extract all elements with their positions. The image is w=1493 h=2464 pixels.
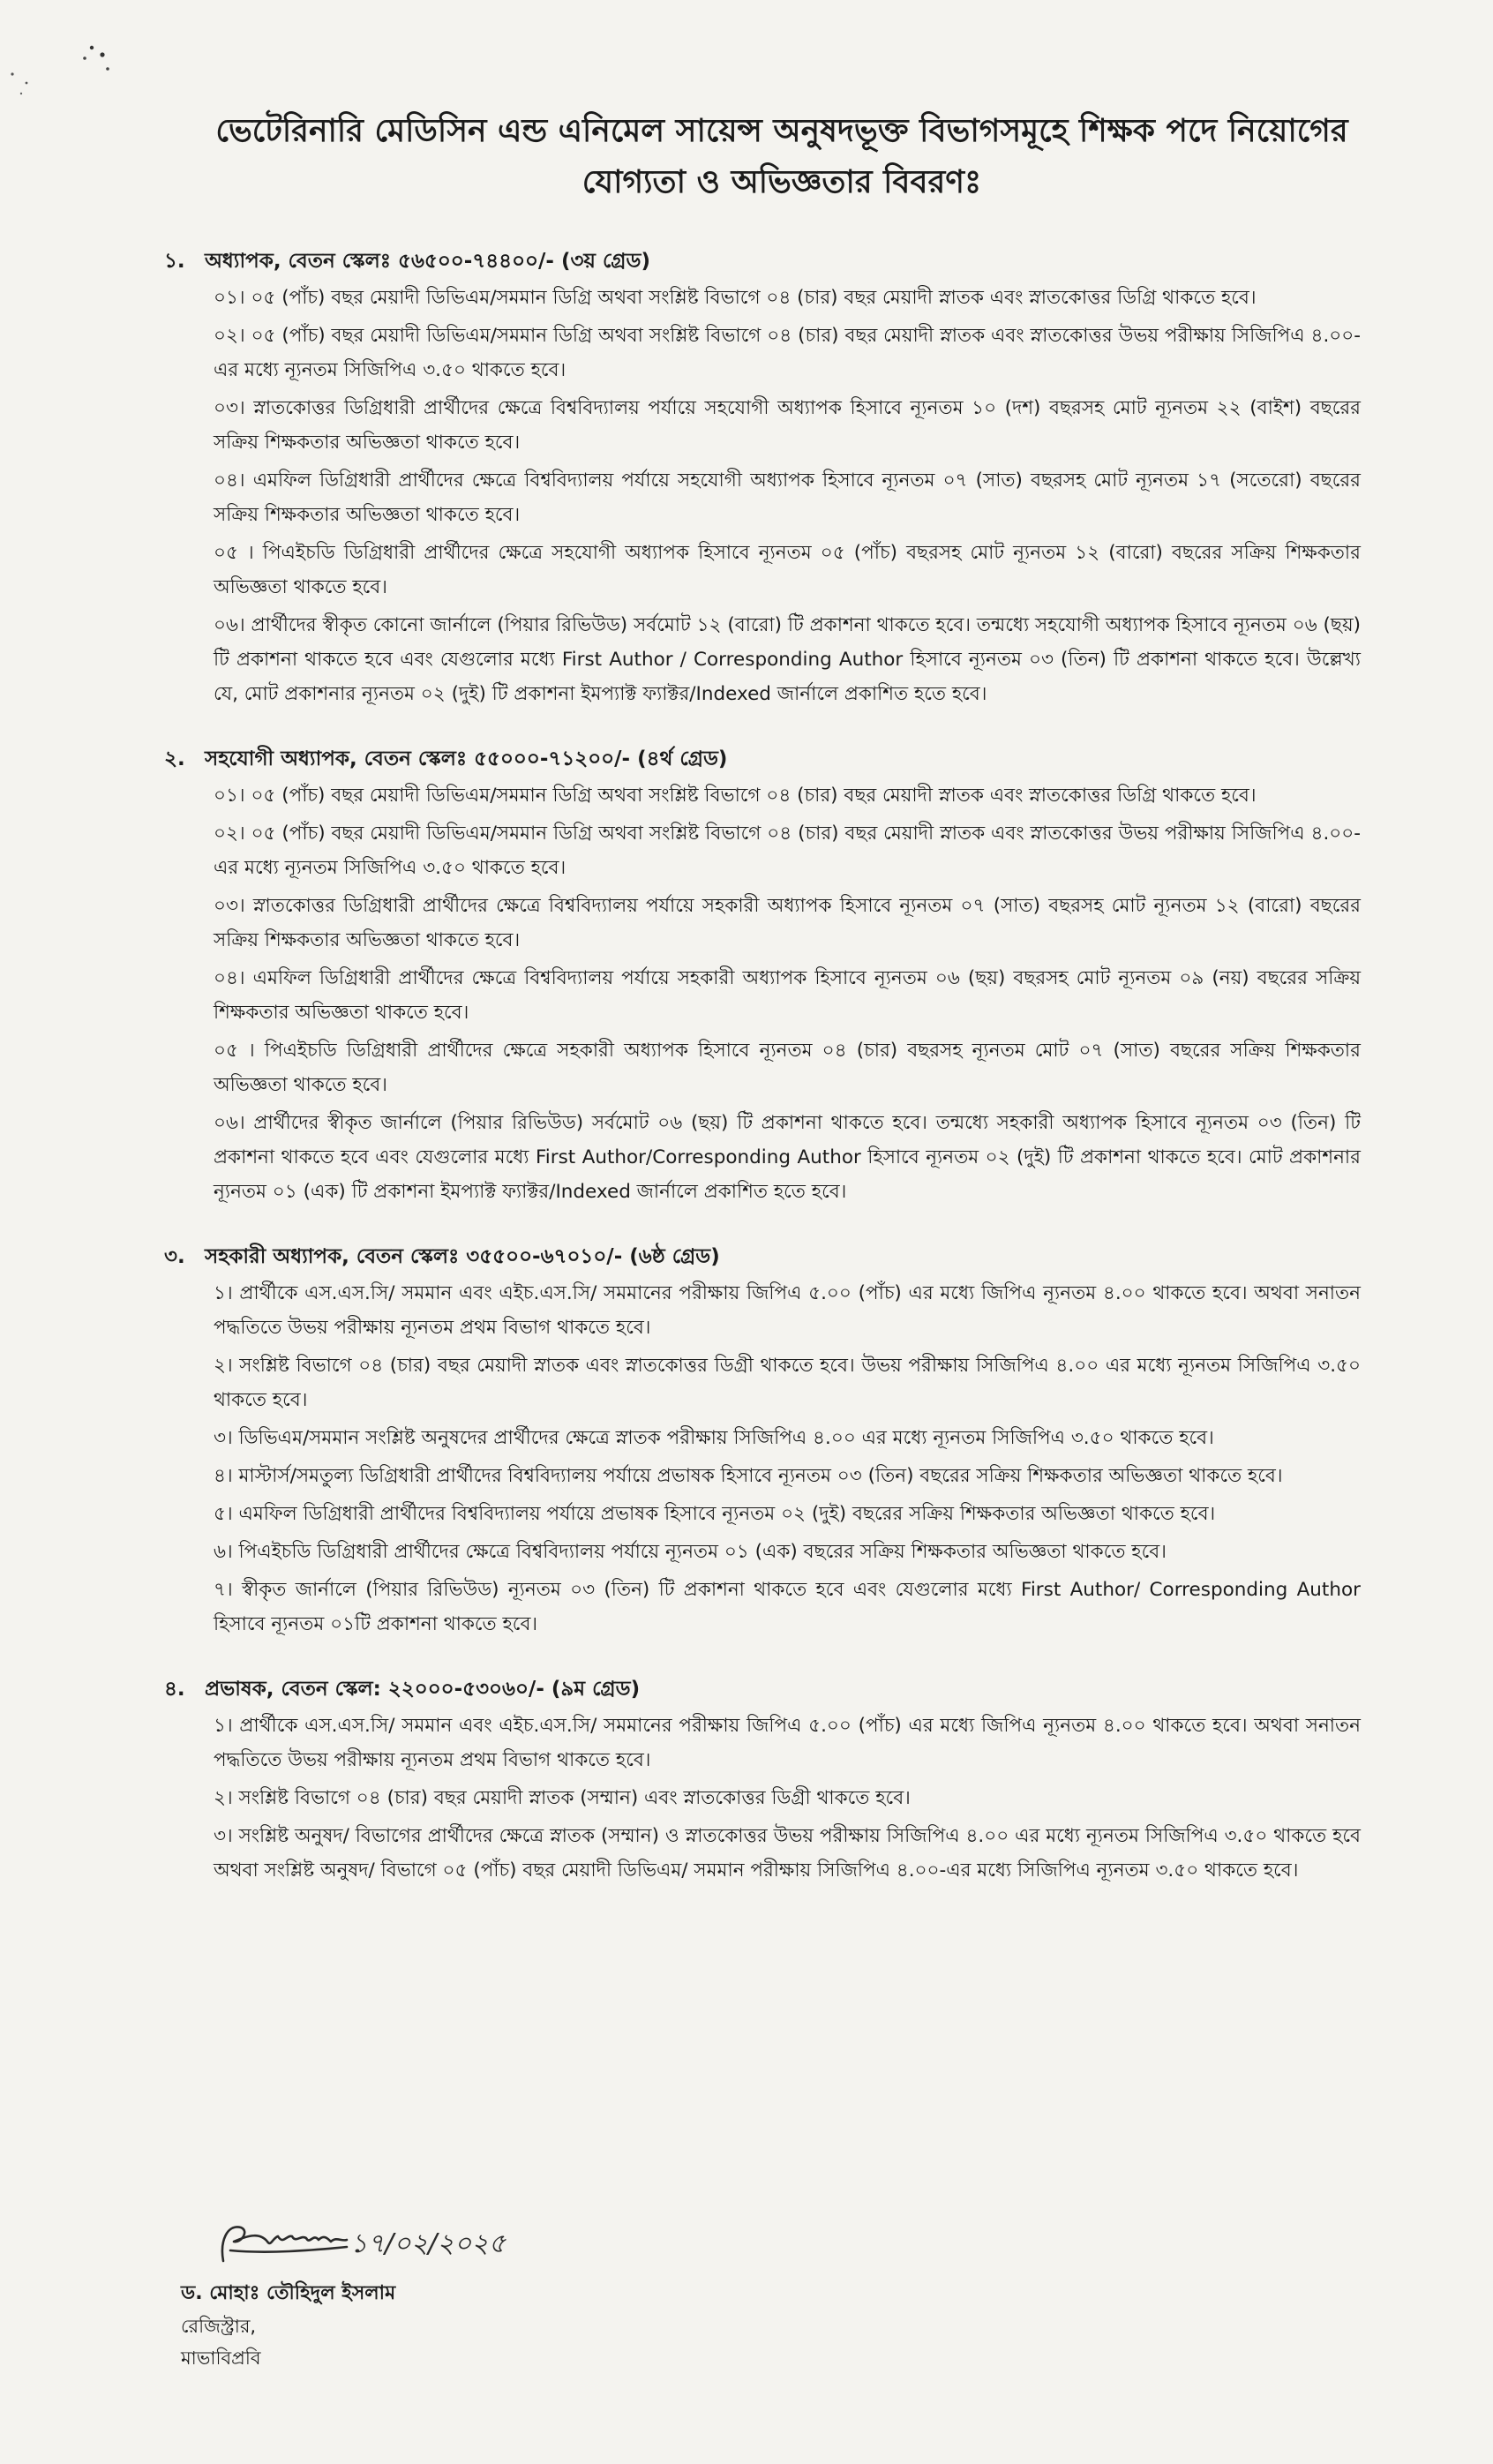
section-4 (164, 1671, 1361, 1888)
section-number: ১. (164, 250, 185, 273)
requirement-list (214, 778, 1361, 1209)
requirement-item: ১। প্রার্থীকে এস.এস.সি/ সমমান এবং এইচ.এস.সি/ সমমানের পরীক্ষায় জিপিএ ৫.০০ (পাঁচ) এর মধ্যে জিপিএ ন্যূনতম ৪.০০ থাকতে হবে। অথবা সনাতন পদ্ধতিতে উভয় পরীক্ষায় ন্যূনতম প্রথম বিভাগ থাকতে হবে। (214, 1715, 1361, 1771)
requirement-item: ০৬। প্রার্থীদের স্বীকৃত জার্নালে (পিয়ার রিভিউড) সর্বমোট ০৬ (ছয়) টি প্রকাশনা থাকতে হবে। তন্মধ্যে সহকারী অধ্যাপক হিসাবে ন্যূনতম ০৩ (তিন) টি প্রকাশনা থাকতে হবে এবং যেগুলোর মধ্যে First Author/Corresponding Author হিসাবে ন্যূনতম ০২ (দুই) টি প্রকাশনা থাকতে হবে। মোট প্রকাশনার ন্যূনতম ০১ (এক) টি প্রকাশনা ইমপ্যাক্ট ফ্যাক্টর/Indexed জার্নালে প্রকাশিত হতে হবে। (214, 1112, 1361, 1203)
signatory-name: ড. মোহাঃ তৌহিদুল ইসলাম (181, 2282, 396, 2304)
signature-date-text: ১৭/০২/২০২৫ (350, 2228, 506, 2259)
requirement-item: ০২। ০৫ (পাঁচ) বছর মেয়াদী ডিভিএম/সমমান ডিগ্রি অথবা সংশ্লিষ্ট বিভাগে ০৪ (চার) বছর মেয়াদী স্নাতক এবং স্নাতকোত্তর উভয় পরীক্ষায় সিজিপিএ ৪.০০-এর মধ্যে ন্যূনতম সিজিপিএ ৩.৫০ থাকতে হবে। (214, 823, 1361, 879)
section-3 (164, 1239, 1361, 1641)
requirement-item: ১। প্রার্থীকে এস.এস.সি/ সমমান এবং এইচ.এস.সি/ সমমানের পরীক্ষায় জিপিএ ৫.০০ (পাঁচ) এর মধ্যে জিপিএ ন্যূনতম ৪.০০ থাকতে হবে। অথবা সনাতন পদ্ধতিতে উভয় পরীক্ষায় ন্যূনতম প্রথম বিভাগ থাকতে হবে। (214, 1282, 1361, 1339)
requirement-item: ২। সংশ্লিষ্ট বিভাগে ০৪ (চার) বছর মেয়াদী স্নাতক (সম্মান) এবং স্নাতকোত্তর ডিগ্রী থাকতে হবে। (214, 1787, 911, 1809)
requirement-item: ০৩। স্নাতকোত্তর ডিগ্রিধারী প্রার্থীদের ক্ষেত্রে বিশ্ববিদ্যালয় পর্যায়ে সহযোগী অধ্যাপক হিসাবে ন্যূনতম ১০ (দশ) বছরসহ মোট ন্যূনতম ২২ (বাইশ) বছরের সক্রিয় শিক্ষকতার অভিজ্ঞতা থাকতে হবে। (214, 397, 1361, 454)
section-number: ৪. (164, 1678, 185, 1701)
section-heading-text: প্রভাষক, বেতন স্কেল: ২২০০০-৫৩০৬০/- (৯ম গ্রেড) (205, 1678, 641, 1701)
requirement-item: ৭। স্বীকৃত জার্নালে (পিয়ার রিভিউড) ন্যূনতম ০৩ (তিন) টি প্রকাশনা থাকতে হবে এবং যেগুলোর মধ্যে First Author/ Corresponding Author হিসাবে ন্যূনতম ০১টি প্রকাশনা থাকতে হবে। (214, 1579, 1361, 1635)
signatory-organization: মাভাবিপ্রবি (181, 2348, 261, 2369)
requirement-item: ০৪। এমফিল ডিগ্রিধারী প্রার্থীদের ক্ষেত্রে বিশ্ববিদ্যালয় পর্যায়ে সহযোগী অধ্যাপক হিসাবে ন্যূনতম ০৭ (সাত) বছরসহ মোট ন্যূনতম ১৭ (সতেরো) বছরের সক্রিয় শিক্ষকতার অভিজ্ঞতা থাকতে হবে। (214, 470, 1361, 526)
sections-container (164, 244, 1361, 1888)
requirement-item: ৫। এমফিল ডিগ্রিধারী প্রার্থীদের বিশ্ববিদ্যালয় পর্যায়ে প্রভাষক হিসাবে ন্যূনতম ০২ (দুই) বছরের সক্রিয় শিক্ষকতার অভিজ্ঞতা থাকতে হবে। (214, 1503, 1216, 1525)
requirement-item: ০৫ । পিএইচডি ডিগ্রিধারী প্রার্থীদের ক্ষেত্রে সহযোগী অধ্যাপক হিসাবে ন্যূনতম ০৫ (পাঁচ) বছরসহ মোট ন্যূনতম ১২ (বারো) বছরের সক্রিয় শিক্ষকতার অভিজ্ঞতা থাকতে হবে। (214, 542, 1361, 598)
requirement-item: ০৬। প্রার্থীদের স্বীকৃত কোনো জার্নালে (পিয়ার রিভিউড) সর্বমোট ১২ (বারো) টি প্রকাশনা থাকতে হবে। তন্মধ্যে সহযোগী অধ্যাপক হিসাবে ন্যূনতম ০৬ (ছয়) টি প্রকাশনা থাকতে হবে এবং যেগুলোর মধ্যে First Author / Corresponding Author হিসাবে ন্যূনতম ০৩ (তিন) টি প্রকাশনা থাকতে হবে। উল্লেখ্য যে, মোট প্রকাশনার ন্যূনতম ০২ (দুই) টি প্রকাশনা ইমপ্যাক্ট ফ্যাক্টর/Indexed জার্নালে প্রকাশিত হতে হবে। (214, 614, 1361, 705)
section-number: ৩. (164, 1245, 185, 1268)
handwritten-signature (214, 2215, 532, 2277)
requirement-item: ০২। ০৫ (পাঁচ) বছর মেয়াদী ডিভিএম/সমমান ডিগ্রি অথবা সংশ্লিষ্ট বিভাগে ০৪ (চার) বছর মেয়াদী স্নাতক এবং স্নাতকোত্তর উভয় পরীক্ষায় সিজিপিএ ৪.০০-এর মধ্যে ন্যূনতম সিজিপিএ ৩.৫০ থাকতে হবে। (214, 325, 1361, 381)
requirement-item: ০৫ । পিএইচডি ডিগ্রিধারী প্রার্থীদের ক্ষেত্রে সহকারী অধ্যাপক হিসাবে ন্যূনতম ০৪ (চার) বছরসহ ন্যূনতম মোট ০৭ (সাত) বছরের সক্রিয় শিক্ষকতার অভিজ্ঞতা থাকতে হবে। (214, 1040, 1361, 1096)
requirement-item: ৩। সংশ্লিষ্ট অনুষদ/ বিভাগের প্রার্থীদের ক্ষেত্রে স্নাতক (সম্মান) ও স্নাতকোত্তর উভয় পরীক্ষায় সিজিপিএ ৪.০০ এর মধ্যে ন্যূনতম সিজিপিএ ৩.৫০ থাকতে হবে অথবা সংশ্লিষ্ট অনুষদ/ বিভাগে ০৫ (পাঁচ) বছর মেয়াদী ডিভিএম/ সমমান পরীক্ষায় সিজিপিএ ৪.০০-এর মধ্যে সিজিপিএ ন্যূনতম ৩.৫০ থাকতে হবে। (214, 1825, 1361, 1882)
requirement-item: ০৩। স্নাতকোত্তর ডিগ্রিধারী প্রার্থীদের ক্ষেত্রে বিশ্ববিদ্যালয় পর্যায়ে সহকারী অধ্যাপক হিসাবে ন্যূনতম ০৭ (সাত) বছরসহ মোট ন্যূনতম ১২ (বারো) বছরের সক্রিয় শিক্ষকতার অভিজ্ঞতা থাকতে হবে। (214, 895, 1361, 951)
requirement-item: ৪। মাস্টার্স/সমতুল্য ডিগ্রিধারী প্রার্থীদের বিশ্ববিদ্যালয় পর্যায়ে প্রভাষক হিসাবে ন্যূনতম ০৩ (তিন) বছরের সক্রিয় শিক্ষকতার অভিজ্ঞতা থাকতে হবে। (214, 1465, 1283, 1487)
requirement-item: ২। সংশ্লিষ্ট বিভাগে ০৪ (চার) বছর মেয়াদী স্নাতক এবং স্নাতকোত্তর ডিগ্রী থাকতে হবে। উভয় পরীক্ষায় সিজিপিএ ৪.০০ এর মধ্যে ন্যূনতম সিজিপিএ ৩.৫০ থাকতে হবে। (214, 1355, 1361, 1411)
requirement-item: ০১। ০৫ (পাঁচ) বছর মেয়াদী ডিভিএম/সমমান ডিগ্রি অথবা সংশ্লিষ্ট বিভাগে ০৪ (চার) বছর মেয়াদী স্নাতক এবং স্নাতকোত্তর ডিগ্রি থাকতে হবে। (214, 785, 1257, 807)
document-title: ভেটেরিনারি মেডিসিন এন্ড এনিমেল সায়েন্স অনুষদভূক্ত বিভাগসমূহে শিক্ষক পদে নিয়োগের যোগ্যতা ও অভিজ্ঞতার বিবরণঃ (215, 113, 1348, 200)
section-heading-text: সহযোগী অধ্যাপক, বেতন স্কেলঃ ৫৫০০০-৭১২০০/- (৪র্থ গ্রেড) (205, 747, 728, 770)
requirement-item: ০৪। এমফিল ডিগ্রিধারী প্রার্থীদের ক্ষেত্রে বিশ্ববিদ্যালয় পর্যায়ে সহকারী অধ্যাপক হিসাবে ন্যূনতম ০৬ (ছয়) বছরসহ মোট ন্যূনতম ০৯ (নয়) বছরের সক্রিয় শিক্ষকতার অভিজ্ঞতা থাকতে হবে। (214, 967, 1361, 1024)
section-heading-text: অধ্যাপক, বেতন স্কেলঃ ৫৬৫০০-৭৪৪০০/- (৩য় গ্রেড) (205, 250, 650, 273)
section-heading-text: সহকারী অধ্যাপক, বেতন স্কেলঃ ৩৫৫০০-৬৭০১০/- (৬ষ্ঠ গ্রেড) (205, 1245, 720, 1268)
section-heading (164, 244, 1361, 279)
requirement-list (214, 1709, 1361, 1888)
signatory-designation: রেজিস্ট্রার, (181, 2316, 257, 2337)
section-heading (164, 1671, 1361, 1707)
requirement-list (214, 281, 1361, 711)
signature-block (181, 2215, 532, 2374)
section-1 (164, 244, 1361, 711)
scan-speck-marks (0, 35, 124, 106)
section-number: ২. (164, 747, 185, 770)
requirement-item: ৬। পিএইচডি ডিগ্রিধারী প্রার্থীদের ক্ষেত্রে বিশ্ববিদ্যালয় পর্যায়ে ন্যূনতম ০১ (এক) বছরের সক্রিয় শিক্ষকতার অভিজ্ঞতা থাকতে হবে। (214, 1541, 1167, 1563)
section-2 (164, 741, 1361, 1209)
section-heading (164, 1239, 1361, 1274)
requirement-item: ০১। ০৫ (পাঁচ) বছর মেয়াদী ডিভিএম/সমমান ডিগ্রি অথবা সংশ্লিষ্ট বিভাগে ০৪ (চার) বছর মেয়াদী স্নাতক এবং স্নাতকোত্তর ডিগ্রি থাকতে হবে। (214, 287, 1257, 309)
section-heading (164, 741, 1361, 777)
requirement-item: ৩। ডিভিএম/সমমান সংশ্লিষ্ট অনুষদের প্রার্থীদের ক্ষেত্রে স্নাতক পরীক্ষায় সিজিপিএ ৪.০০ এর মধ্যে ন্যূনতম সিজিপিএ ৩.৫০ থাকতে হবে। (214, 1427, 1214, 1449)
requirement-list (214, 1276, 1361, 1641)
